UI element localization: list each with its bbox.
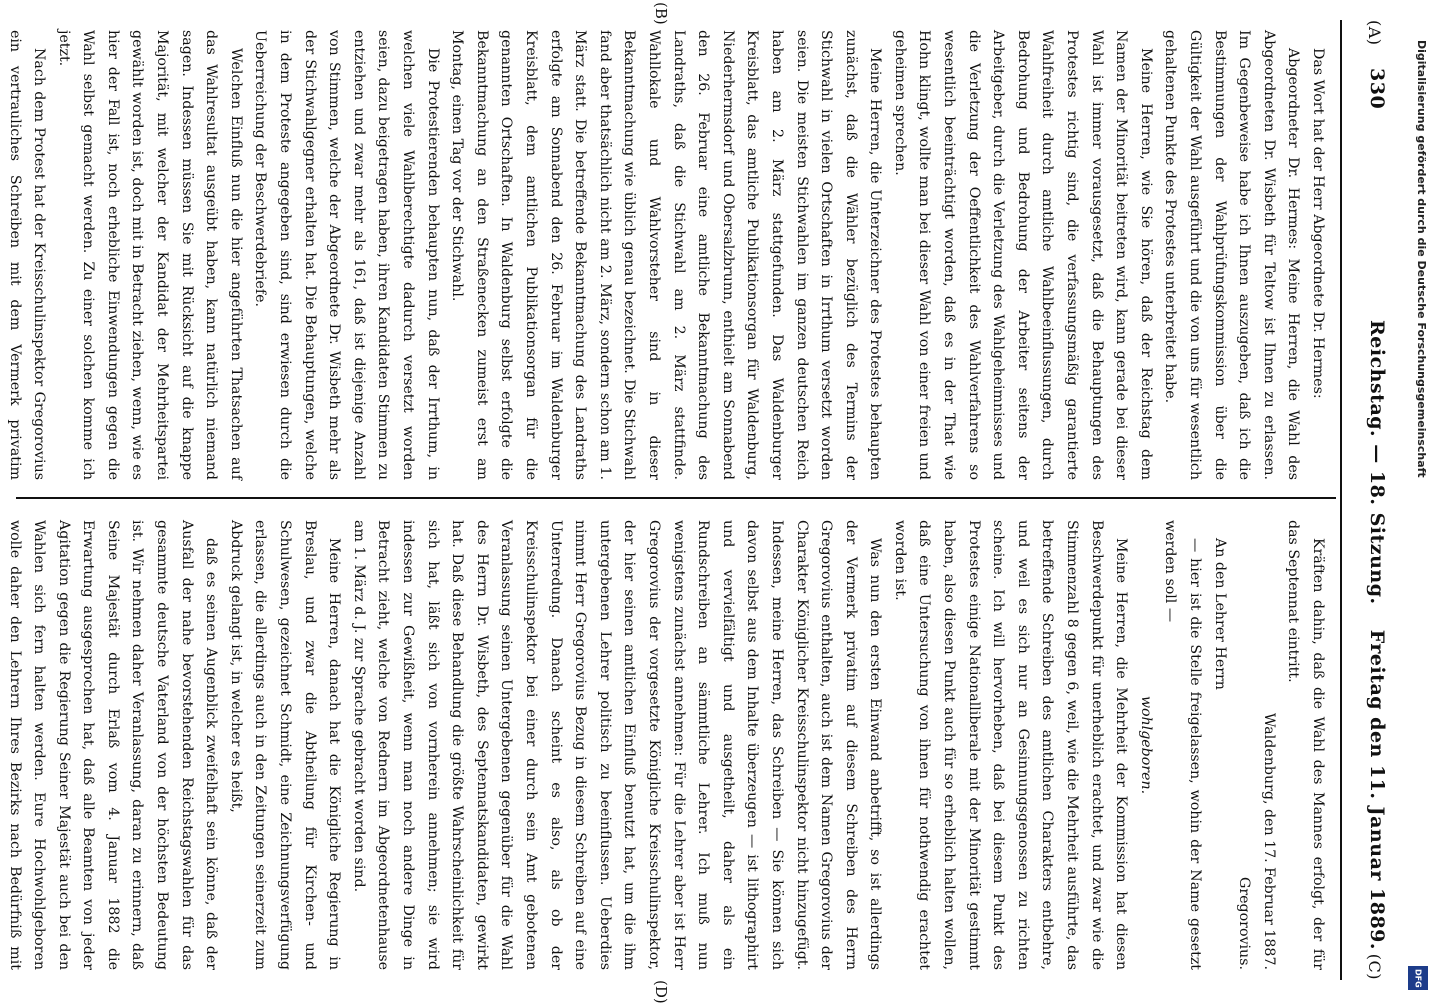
paragraph: Die Protestierenden behaupten nun, daß der Irrthum, in welchen viele Wahlberechtigte dadurch versetzt worden seien, dazu beigetragen haben, ihren Kandidaten Stimmen zu entziehen und zwar mehr als 161, daß ist diejenige Anzahl von Stimmen, welche der Abgeordnete Dr. Wisbeth mehr als der Stichwahlgegner erhalten hat. Die Behauptungen, welche in dem Proteste angegeben sind, sind erwiesen durch die Ueberreichung der Beschwerdebriefe.: [252, 30, 441, 480]
left-column: [6, 30, 1330, 480]
header-session: Reichstag. — 18. Sitzung.: [1366, 320, 1388, 605]
quoted-decree: daß es seinen Augenblick zweifelhaft sein könne, daß der Ausfall der nahe bevorstehenden Reichstagswahlen für das gesammte deutsche Vaterland von der höchsten Bedeutung ist. Wir nehmen daher Veranlassung, daran zu erinnern, daß Seine Majestät durch Erlaß vom 4. Januar 1882 die Erwartung ausgesprochen hat, daß alle Beamten von jeder Agitation gegen die Regierung Seiner Majestät auch bei den Wahlen sich fern halten werden. Eure Hochwohlgeboren wolle daher den Lehrern Ihres Bezirks nach Bedürfniß mit: [6, 520, 220, 970]
paragraph: Nach dem Protest hat der Kreisschulinspektor Gregorovius ein vertrauliches Schreiben mit dem Vermerk privatim: [6, 30, 48, 480]
paragraph: Welchen Einfluß nun die hier angeführten Thatsachen auf das Wahlresultat ausgeübt haben, kann natürlich niemand sagen. Indessen müssen Sie mit Rücksicht auf die knappe Majorität, mit welcher der Kandidat der Mehrheitspartei gewählt worden ist, doch mit in Betracht ziehen, wenn, wie es hier der Fall ist, noch erhebliche Einwendungen gegen die Wahl selbst gemacht werden. Zu einer solchen komme ich jetzt.: [55, 30, 244, 480]
letter-addressee: An den Lehrer Herrn: [1211, 538, 1228, 690]
margin-mark-c: (C): [1365, 953, 1384, 980]
header-date: Freitag den 11. Januar 1889.: [1366, 629, 1388, 950]
dfg-logo: DFG: [1408, 966, 1428, 990]
paragraph: Das Wort hat der Herr Abgeordnete Dr. Hermes:: [1310, 48, 1326, 399]
letter-date: Waldenburg, den 17. Februar 1887.: [1260, 712, 1277, 970]
digitization-footer: [1404, 0, 1432, 1000]
paragraph: Abgeordneter Dr. Hermes: Meine Herren, die Wahl des Abgeordneten Dr. Wisbeth für Teltow ist Ihnen zu erlassen. Im Gegenbeweise habe ich Ihnen auszugeben, daß ich die Bestimmungen der Wahlprüfungskommission über die Gültigkeit der Wahl ausgeführt und die von uns für wesentlich gehaltenen Punkte des Protestes unterbreitet habe.: [1162, 30, 1302, 480]
margin-mark-a: (A): [1365, 20, 1384, 46]
right-column: [6, 520, 1330, 970]
paragraph: Meine Herren, die Mehrheit der Kommission hat diesen Beschwerdepunkt für unerheblich erachtet, und zwar wie die Stimmenzahl 8 gegen 6, weil, wie die Mehrheit ausführte, das betreffende Schreiben des amtlichen Charakters entbehre, und weil es sich nur an Gesinnungsgenossen zu richten scheine. Ich will hervorheben, daß bei diesem Punkt des Protestes einige Nationalliberale mit der Minorität gestimmt haben, also diesen Punkt auch für so erheblich halten wollen, daß eine Untersuchung von ihnen für nothwendig erachtet worden ist.: [891, 520, 1130, 970]
letter-note: — hier ist die Stelle freigelassen, wohin der Name gesetzt werden soll —: [1162, 520, 1204, 970]
page-number: 330: [1366, 68, 1388, 110]
paragraph: Meine Herren, die Unterzeichner des Protestes behaupten zunächst, daß die Wähler bezüglich des Termins der Stichwahl in vielen Ortschaften in Irrthum versetzt worden seien. Die meisten Stichwahlen im ganzen deutschen Reich haben am 2. März stattgefunden. Das Waldenburger Kreisblatt, das amtliche Publikationsorgan für Waldenburg, Niederhermsdorf und Obersalzbrunn, enthielt am Sonnabend den 26. Februar eine amtliche Bekanntmachung des Landraths, daß die Stichwahl am 2. März stattfinde. Wahllokale und Wahlvorsteher sind in dieser Bekanntmachung wie üblich genau bezeichnet. Die Stichwahl fand aber thatsächlich nicht am 2. März, sondern schon am 1. März statt. Die betreffende Bekanntmachung des Landraths erfolgte am Sonnabend den 26. Februar im Waldenburger Kreisblatt, dem amtlichen Publikationsorgan für die genannten Ortschaften. In Waldenburg selbst erfolgte die Bekanntmachung an den Straßenecken zumeist erst am Montag, einen Tag vor der Stichwahl.: [449, 30, 884, 480]
paragraph: Meine Herren, wie Sie hören, daß der Reichstag dem Namen der Minorität beitreten wird, kann gerade bei dieser Wahl ist immer vorausgesetzt, daß die Behauptungen des Protestes richtig sind, die verfassungsmäßig garantierte Wahlfreiheit durch amtliche Wahlbeeinflussungen, durch Bedrohung und Bedrohung der Arbeiter seitens der Arbeitgeber, durch die Verletzung des Wahlgeheimnisses und die Verletzung der Oeffentlichkeit des Wahlverfahrens so wesentlich beeinträchtigt worden, daß es in der That wie Hohn klingt, wollte man bei dieser Wahl von einer freien und geheimen sprechen.: [891, 30, 1154, 480]
margin-mark-d: (D): [652, 980, 670, 1004]
page-header: [1348, 20, 1388, 980]
column-divider: [16, 497, 1336, 499]
header-rule: [1340, 20, 1342, 980]
letter-signature: Gregorovius.: [1236, 877, 1253, 970]
paragraph: Meine Herren, danach hat die Königliche Regierung in Breslau, und zwar die Abtheilung für Kirchen- und Schulwesen, gezeichnet Schmidt, eine Zeichnungsverfügung erlassen, die allerdings auch in den Zeitungen seinerzeit zum Abdruck gelangt ist, in welcher es heißt,: [227, 520, 343, 970]
letter-salutation: wohlgeboren.: [1137, 695, 1154, 795]
paragraph: Kräften dahin, daß die Wahl des Mannes erfolgt, der für das Septennat eintritt.: [1285, 520, 1326, 970]
funding-notice: Digitalisierung gefördert durch die Deutsche Forschungsgemeinschaft: [1415, 40, 1428, 478]
paragraph: Was nun den ersten Einwand anbetrifft, so ist allerdings der Vermerk privatim auf diesem Schreiben des Herrn Gregorovius enthalten, auch ist dem Namen Gregorovius der Charakter Königlicher Kreisschulinspektor nicht hinzugefügt. Indessen, meine Herren, das Schreiben — Sie können sich davon selbst aus dem Inhalte überzeugen — ist lithographirt und vervielfältigt und ausgetheilt, daher als ein Rundschreiben an sämmtliche Lehrer. Ich muß nun wenigstens zunächst annehmen: Für die Lehrer aber ist Herr Gregorovius der vorgesetzte Königliche Kreisschulinspektor, der hier seinen amtlichen Einfluß benutzt hat, um die ihm untergebenen Lehrer politisch zu beeinflussen. Ueberdies nimmt Herr Gregorovius Bezug in diesem Schreiben auf eine Unterredung. Danach scheint es also, als ob der Kreisschulinspektor bei einer durch sein Amt gebotenen Veranlassung seinen Untergebenen gegenüber für die Wahl des Herrn Dr. Wisbeth, des Septennatskandidaten, gewirkt hat. Daß diese Behandlung die größte Wahrscheinlichkeit für sich hat, läßt sich von vornherein annehmen; sie wird indessen zur Gewißheit, wenn man noch andere Dinge in Betracht zieht, welche von Rednern im Abgeordnetenhause am 1. März d. J. zur Sprache gebracht worden sind.: [350, 520, 884, 970]
margin-mark-b: (B): [652, 2, 670, 25]
